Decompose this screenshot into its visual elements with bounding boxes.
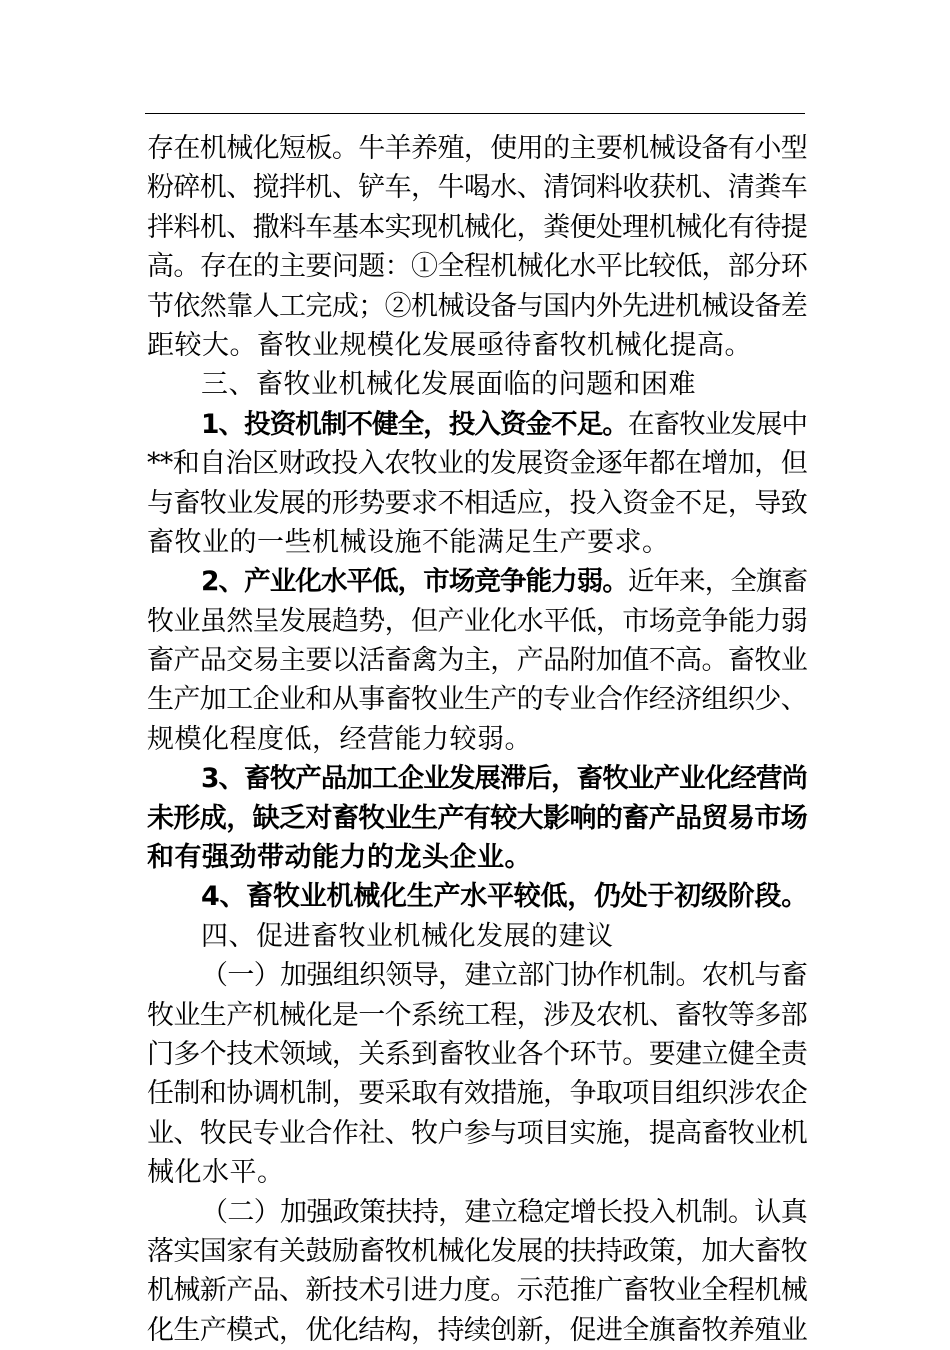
body-line: 与畜牧业发展的形势要求不相适应，投入资金不足，导致: [147, 487, 807, 519]
paragraph-first-line: [147, 405, 807, 444]
body-line: 牧业虽然呈发展趋势，但产业化水平低，市场竞争能力弱: [147, 605, 807, 637]
body-line: 存在机械化短板。牛羊养殖，使用的主要机械设备有小型: [147, 133, 807, 164]
paragraph-text: 在畜牧业发展中: [627, 408, 807, 440]
body-line: 落实国家有关鼓励畜牧机械化发展的扶持政策，加大畜牧: [147, 1235, 807, 1267]
body-line: 门多个技术领域，关系到畜牧业各个环节。要建立健全责: [147, 1038, 807, 1070]
bold-line: 和有强劲带动能力的龙头企业。: [147, 842, 532, 874]
paragraph-bold-lead: 1、投资机制不健全，投入资金不足。: [201, 408, 628, 440]
body-line: 机械新产品、新技术引进力度。示范推广畜牧业全程机械: [147, 1275, 807, 1307]
body-line: 粉碎机、搅拌机、铲车，牛喝水、清饲料收获机、清粪车: [147, 172, 807, 204]
paragraph-first-line: （二）加强政策扶持，建立稳定增长投入机制。认真: [201, 1196, 807, 1228]
body-line: 高。存在的主要问题：①全程机械化水平比较低，部分环: [147, 251, 807, 283]
paragraph-bold-lead: 2、产业化水平低，市场竞争能力弱。: [201, 566, 628, 598]
document-body: [147, 129, 807, 1350]
section-heading: 三、畜牧业机械化发展面临的问题和困难: [201, 369, 696, 401]
body-line: 畜牧业的一些机械设施不能满足生产要求。: [147, 526, 670, 558]
body-line: 距较大。畜牧业规模化发展亟待畜牧机械化提高。: [147, 329, 752, 361]
body-line: 拌料机、撒料车基本实现机械化，粪便处理机械化有待提: [147, 211, 807, 243]
body-line: 节依然靠人工完成；②机械设备与国内外先进机械设备差: [147, 290, 807, 322]
body-line: 生产加工企业和从事畜牧业生产的专业合作经济组织少、: [147, 684, 807, 716]
bold-line: 3、畜牧产品加工企业发展滞后，畜牧业产业化经营尚: [201, 763, 807, 795]
body-line: 业、牧民专业合作社、牧户参与项目实施，提高畜牧业机: [147, 1117, 807, 1149]
body-line: 械化水平。: [147, 1157, 285, 1189]
body-line: 规模化程度低，经营能力较弱。: [147, 723, 532, 755]
bold-heading: 4、畜牧业机械化生产水平较低，仍处于初级阶段。: [201, 881, 809, 913]
bold-line: 未形成，缺乏对畜牧业生产有较大影响的畜产品贸易市场: [147, 802, 807, 834]
paragraph-first-line: （一）加强组织领导，建立部门协作机制。农机与畜: [201, 960, 807, 992]
body-line: 化生产模式，优化结构，持续创新，促进全旗畜牧养殖业: [147, 1314, 807, 1346]
body-line: 畜产品交易主要以活畜禽为主，产品附加值不高。畜牧业: [147, 645, 807, 677]
body-line: **和自治区财政投入农牧业的发展资金逐年都在增加，但: [147, 448, 807, 480]
paragraph-first-line: [147, 562, 807, 601]
body-line: 牧业生产机械化是一个系统工程，涉及农机、畜牧等多部: [147, 999, 807, 1031]
paragraph-text: 近年来，全旗畜: [627, 566, 807, 598]
body-line: 任制和协调机制，要采取有效措施，争取项目组织涉农企: [147, 1078, 807, 1110]
section-heading: 四、促进畜牧业机械化发展的建议: [201, 920, 614, 952]
header-rule: [145, 113, 805, 114]
